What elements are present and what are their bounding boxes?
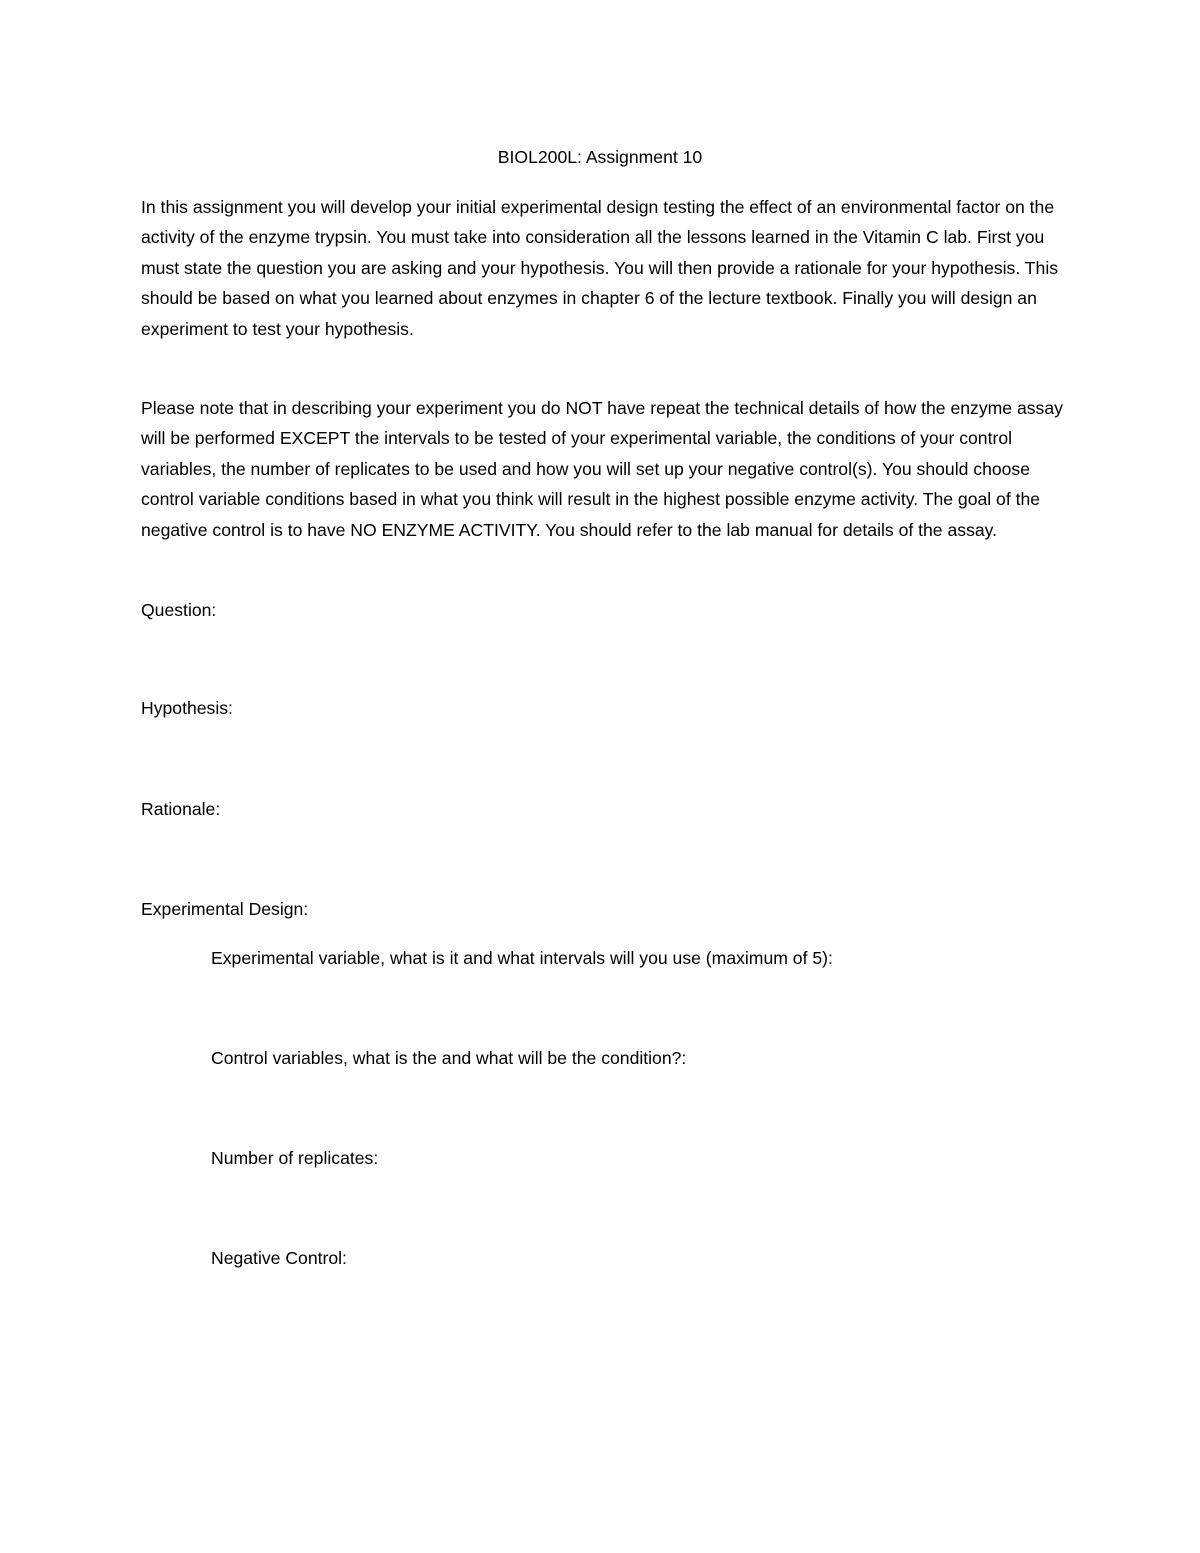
- document-title: BIOL200L: Assignment 10: [497, 147, 703, 167]
- instructions-paragraph: Please note that in describing your experiment you do NOT have repeat the technical details of how the enzyme assay will be performed EXCEPT the intervals to be tested of your experimental variable, the conditions of your control variables, the number of replicates to be used and how you will set up your negative control(s). You should choose control variable conditions based in what you think will result in the highest possible enzyme activity. The goal of the negative control is to have NO ENZYME ACTIVITY. You should refer to the lab manual for details of the assay.: [141, 398, 1063, 540]
- experimental-variable-label: Experimental variable, what is it and what intervals will you use (maximum of 5):: [211, 948, 833, 968]
- intro-paragraph: In this assignment you will develop your initial experimental design testing the effect of an environmental factor on the activity of the enzyme trypsin. You must take into consideration all the lessons learned in the Vitamin C lab. First you must state the question you are asking and your hypothesis. You will then provide a rationale for your hypothesis. This should be based on what you learned about enzymes in chapter 6 of the lecture textbook. Finally you will design an experiment to test your hypothesis.: [141, 197, 1059, 339]
- control-variables-label: Control variables, what is the and what will be the condition?:: [211, 1048, 687, 1068]
- number-of-replicates-label: Number of replicates:: [211, 1148, 379, 1168]
- question-label: Question:: [141, 600, 217, 620]
- negative-control-label: Negative Control:: [211, 1248, 347, 1268]
- experimental-design-label: Experimental Design:: [141, 899, 309, 919]
- rationale-label: Rationale:: [141, 799, 221, 819]
- hypothesis-label: Hypothesis:: [141, 698, 233, 718]
